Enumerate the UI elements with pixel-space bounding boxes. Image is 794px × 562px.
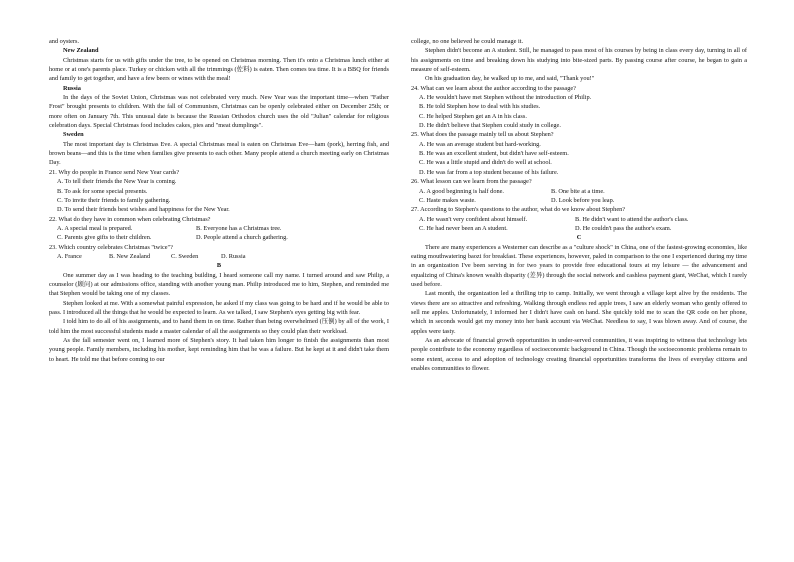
option-27d: D. He couldn't pass the author's exam. xyxy=(575,224,672,232)
option-26b: B. One bite at a time. xyxy=(551,187,605,195)
question-23: 23. Which country celebrates Christmas "twice"? xyxy=(49,243,173,251)
option-24d: D. He didn't believe that Stephen could study in college. xyxy=(419,122,561,130)
section-c-heading: C xyxy=(576,234,582,242)
paragraph-graduation: On his graduation day, he walked up to me, and said, "Thank you!" xyxy=(425,75,595,83)
section-b-heading: B xyxy=(216,262,222,270)
options-22-row-2 xyxy=(49,233,389,242)
option-21b: B. To ask for some special presents. xyxy=(57,187,148,195)
paragraph-c-2: Last month, the organization led a thrilling trip to camp. Initially, we went through a village kept alive by the residents. The views there are so attractive and refreshing. Walking through endless red apple trees, I saw an elderly woman who gently offered to sell me apples. Unfortunately, I informed her I didn't have cash on hand. She quickly told me to scan the QR code on her phone, which in seconds would get my money into her bank account via WeChat. Needless to say, I was blown away. And of course, the apples were tasty. xyxy=(411,290,747,335)
option-24c: C. He helped Stephen get an A in his class. xyxy=(419,112,527,120)
option-23c: C. Sweden xyxy=(171,252,199,260)
option-27b: B. He didn't want to attend the author's class. xyxy=(575,215,689,223)
option-26c: C. Haste makes waste. xyxy=(419,196,476,204)
option-27a: A. He wasn't very confident about himself. xyxy=(419,215,528,223)
option-25d: D. He was far from a top student because of his failure. xyxy=(419,168,559,176)
paragraph-b-2: Stephen looked at me. With a somewhat painful expression, he asked if my class was going to be hard and if he would be able to pass. I introduced all the things that he would be expected to learn. As we talked, I saw Stephen's eyes getting big with fear. xyxy=(49,299,389,316)
option-25a: A. He was an average student but hard-working. xyxy=(419,140,541,148)
option-23b: B. New Zealand xyxy=(109,252,151,260)
options-26-row-2 xyxy=(411,196,747,205)
question-25: 25. What does the passage mainly tell us about Stephen? xyxy=(411,131,554,139)
options-27-row-1 xyxy=(411,215,747,224)
options-23-row xyxy=(49,252,389,261)
question-22: 22. What do they have in common when celebrating Christmas? xyxy=(49,215,211,223)
option-23a: A. France xyxy=(57,252,82,260)
paragraph-c-3: As an advocate of financial growth opportunities in under-served communities, it was inspiring to witness that technology lets people contribute to the economy regardless of socioeconomic background in China. Though the socioeconomic problems remain to some extent, access to and adoption of technology creating financial opportunities transforms the lives of everyday citizens and enables communities to flower. xyxy=(411,337,747,373)
question-26: 26. What lesson can we learn from the passage? xyxy=(411,178,532,186)
heading-new-zealand: New Zealand xyxy=(63,47,99,55)
heading-russia: Russia xyxy=(63,84,81,92)
paragraph-c-1: There are many experiences a Westerner can describe as a "culture shock" in China, one of the fastest-growing economies, like eating mouthwatering baozi for breakfast. These experiences, however, paled in comparison to the one I experienced during my time in an organization I've been serving in for two years to provide free educational tours at my leisure — the advancement and equalizing of China's known wealth disparity (差异) through the social network and cashless payment giant, WeChat, which I rarely used before. xyxy=(411,243,747,288)
paragraph-b-3: I told him to do all of his assignments, and to hand them in on time. Rather than being overwhelmed (压倒) by all of the work, I told him the most successful students made a master calendar of all the assignments so they could plan their workload. xyxy=(49,318,389,335)
right-column xyxy=(411,37,747,373)
option-22d: D. People attend a church gathering. xyxy=(196,234,288,242)
question-24: 24. What can we learn about the author according to the passage? xyxy=(411,84,576,92)
paragraph-oysters: and oysters. xyxy=(49,38,80,45)
question-27: 27. According to Stephen's questions to the author, what do we know about Stephen? xyxy=(411,206,626,214)
option-21d: D. To send their friends best wishes and happiness for the New Year. xyxy=(57,206,230,214)
option-22a: A. A special meal is prepared. xyxy=(57,224,133,232)
question-21: 21. Why do people in France send New Year cards? xyxy=(49,168,180,176)
option-27c: C. He had never been an A student. xyxy=(419,224,508,232)
paragraph-russia: In the days of the Soviet Union, Christmas was not celebrated very much. New Year was the important time—when "Father Frost" brought presents to children. With the fall of Communism, Christmas can be openly celebrated either on December 25th; or more often on January 7th. This unusual date is because the Russian Orthodox church uses the old "Julian" calendar for religious celebration days. Special Christmas food includes cakes, pies and "meat dumplings". xyxy=(49,94,389,130)
option-22b: B. Everyone has a Christmas tree. xyxy=(196,224,282,232)
option-24a: A. He wouldn't have met Stephen without the introduction of Philip. xyxy=(419,94,592,102)
option-26a: A. A good beginning is half done. xyxy=(419,187,505,195)
options-27-row-2 xyxy=(411,224,747,233)
option-23d: D. Russia xyxy=(221,252,246,260)
option-26d: D. Look before you leap. xyxy=(551,196,615,204)
paragraph-college: college, no one believed he could manage it. xyxy=(411,38,524,45)
option-22c: C. Parents give gifts to their children. xyxy=(57,234,152,242)
paragraph-b-4: As the fall semester went on, I learned more of Stephen's story. It had taken him longer to finish the assignments than most young people. Family members, including his mother, kept reminding him that he was a failure. But he kept at it and didn't take them to heart. He told me that before coming to our xyxy=(49,337,389,363)
option-24b: B. He told Stephen how to deal with his studies. xyxy=(419,103,541,111)
option-21a: A. To tell their friends the New Year is coming. xyxy=(57,178,177,186)
heading-sweden: Sweden xyxy=(63,131,84,139)
options-26-row-1 xyxy=(411,187,747,196)
option-25c: C. He was a little stupid and didn't do well at school. xyxy=(419,159,552,167)
paragraph-stephen: Stephen didn't become an A student. Still, he managed to pass most of his courses by being in class every day, turning in all of his assignments on time and breaking down his studying into bite-sized parts. By passing course after course, he began to gain a measure of self-esteem. xyxy=(411,47,747,74)
left-column xyxy=(49,37,389,364)
paragraph-sweden: The most important day is Christmas Eve. A special Christmas meal is eaten on Christmas Eve—ham (pork), herring fish, and brown beans—and this is the time when families give presents to each other. Many people attend a church meeting early on Christmas Day. xyxy=(49,140,389,167)
option-21c: C. To invite their friends to family gathering. xyxy=(57,196,171,204)
options-22-row-1 xyxy=(49,224,389,233)
option-25b: B. He was an excellent student, but didn't have self-esteem. xyxy=(419,150,569,158)
paragraph-b-1: One summer day as I was heading to the teaching building, I heard someone call my name. I turned around and saw Philip, a counselor (顾问) at our admissions office, standing with another young man. Philip introduced me to him, Stephen, and reminded me that Stephen would be taking one of my classes. xyxy=(49,271,389,298)
paragraph-new-zealand: Christmas starts for us with gifts under the tree, to be opened on Christmas morning. Then it's onto a Christmas lunch either at home or at one's parents place. Turkey or chicken with all the trimmings (佐料) is eaten. Then comes tea time. It is a BBQ for friends and family to get together, and have a few beers or wines with the meal! xyxy=(49,56,389,83)
